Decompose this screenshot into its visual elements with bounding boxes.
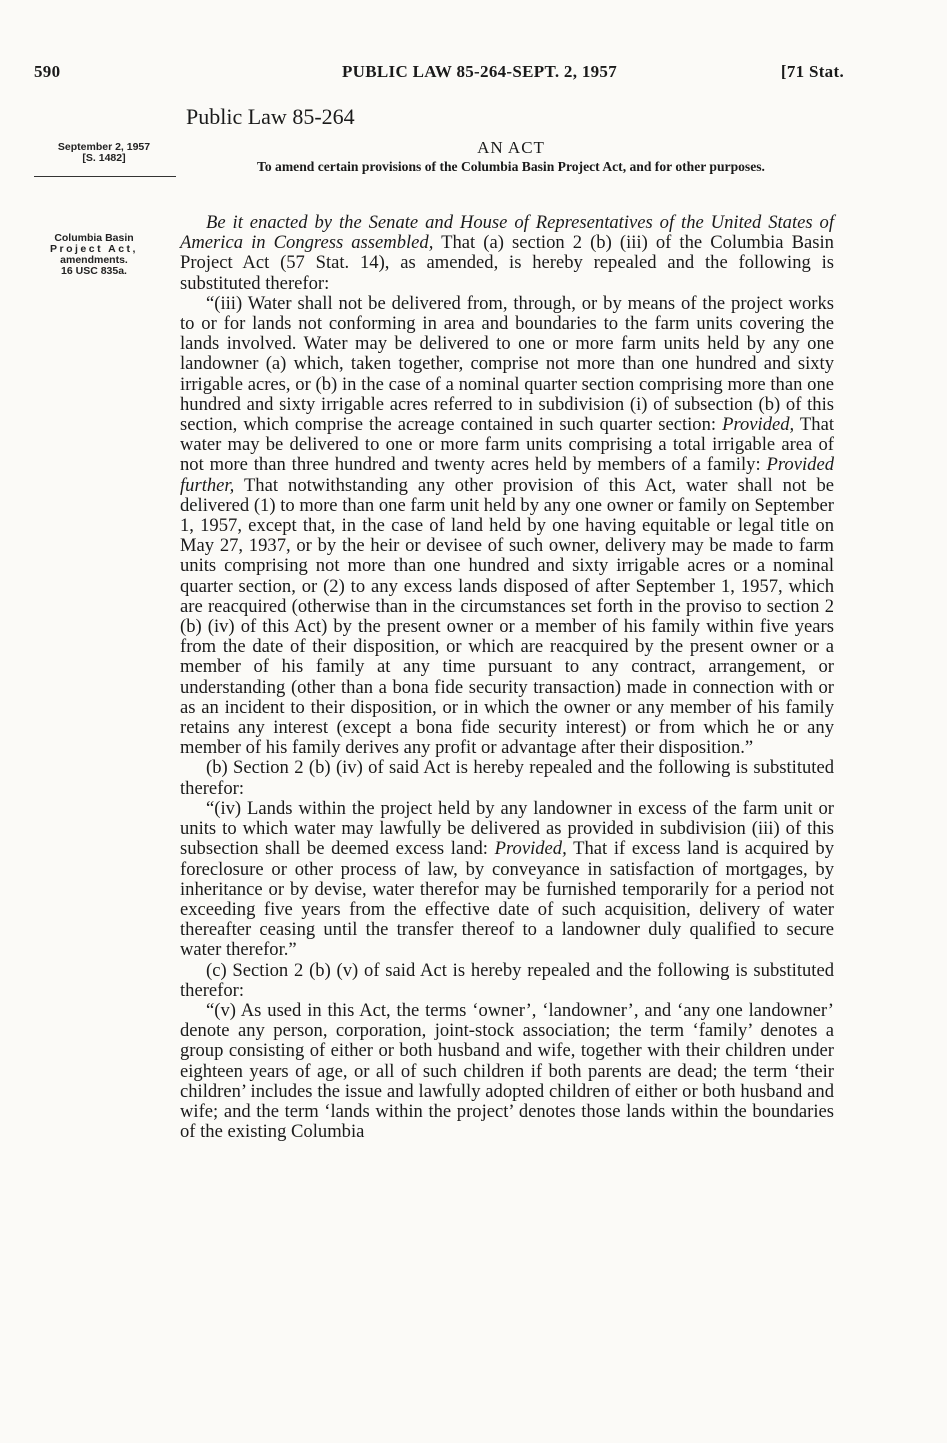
enacting-clause — [180, 213, 834, 294]
subdivision-iv — [180, 799, 834, 961]
section-a-text: That (a) section 2 (b) (iii) of the Columbia Basin Project Act (57 Stat. 14), as amended, is hereby repealed and the following is substituted therefor: — [180, 232, 834, 294]
proviso-label: Provided, — [494, 838, 567, 860]
margin-topic-line4: 16 USC 835a. — [61, 265, 127, 277]
subdivision-iv-text: “(iv) Lands within the project held by any landowner in excess of the farm unit or units to which water may lawfully be delivered as provided in subdivision (iii) of this subsection shall be deemed excess land: — [180, 797, 834, 860]
margin-date-note — [34, 142, 174, 164]
running-title: PUBLIC LAW 85-264-SEPT. 2, 1957 — [342, 62, 618, 81]
subdivision-iv-proviso: That if excess land is acquired by foreclosure or other process of law, by conveyance in satisfaction of mortgages, by inheritance or by devise, water therefor may be furnished temporarily for a period not exceeding five years from the effective date of such acquisition, delivery of water thereafter ceasing until the transfer thereof to a landowner duly qualified to secure water therefor.” — [180, 838, 835, 961]
margin-topic-note — [34, 233, 154, 277]
subdivision-iii-text: “(iii) Water shall not be delivered from, through, or by means of the project works to or for lands not conforming in area and boundaries to the farm units covering the lands involved. Water may be delivered to one or more farm units held by any one landowner (a) which, taken together, comprise not more than one hundred and sixty irrigable acres, or (b) in the case of a nominal quarter section comprising more than one hundred and sixty irrigable acres referred to in subdivision (i) of subsection (b) of this section, which comprise the acreage contained in such quarter section: — [180, 292, 834, 436]
act-body — [180, 213, 834, 1142]
margin-date: September 2, 1957 — [57, 141, 151, 153]
subdivision-iii-proviso: That water may be delivered to one or more farm units comprising a total irrigable area of not more than three hundred and twenty acres held by members of a family: — [180, 414, 834, 476]
margin-topic-line1: Columbia Basin — [54, 232, 134, 244]
proviso-label: Provided, — [722, 414, 795, 436]
margin-topic-line2: Project Act, — [50, 243, 138, 255]
enacting-formula: Be it enacted by the Senate and House of Representatives of the United States of America in Congress assembled, — [180, 212, 834, 254]
subdivision-iii-further-proviso: That notwithstanding any other provision of this Act, water shall not be delivered (1) to more than one farm unit held by any one owner or family on September 1, 1957, except that, in the case of land held by one having equitable or legal title on May 27, 1937, or by the heir or devisee of such owner, delivery may be made to farm units comprising not more than one hundred and sixty irrigable acres or a nominal quarter section, or (2) to any excess lands disposed of after September 1, 1957, which are reacquired (otherwise than in the circumstances set forth in the proviso to section 2 (b) (iv) of this Act) by the present owner or a member of his family within five years from the date of their disposition, or which are reacquired by the present owner or a member of his family at any time pursuant to any contract, arrangement, or understanding (other than a bona fide security transaction) made in connection with or as an incident to their disposition, or in which the owner or any member of his family retains any interest (except a bona fide security interest) or from which he or any member of his family derives any profit or advantage after their disposition.” — [180, 474, 834, 759]
act-heading: AN ACT — [477, 138, 545, 157]
margin-topic-line3: amendments. — [60, 254, 128, 266]
section-b-paragraph: (b) Section 2 (b) (iv) of said Act is hereby repealed and the following is substituted therefor: — [180, 757, 834, 799]
public-law-number: Public Law 85-264 — [186, 104, 355, 129]
subdivision-v: “(v) As used in this Act, the terms ‘owner’, ‘landowner’, and ‘any one landowner’ denote any person, corporation, joint-stock association; the term ‘family’ denotes a group consisting of either or both husband and wife, together with their children under eighteen years of age, or all of such children if both parents are dead; the term ‘their children’ includes the issue and lawfully adopted children of either or both husband and wife; and the term ‘lands within the project’ denotes those lands within the boundaries of the existing Columbia — [180, 999, 834, 1143]
page-number: 590 — [34, 62, 61, 81]
section-c-paragraph: (c) Section 2 (b) (v) of said Act is hereby repealed and the following is substituted therefor: — [180, 959, 834, 1001]
statute-reference: [71 Stat. — [780, 62, 844, 81]
act-subtitle: To amend certain provisions of the Columbia Basin Project Act, and for other purposes. — [257, 159, 765, 174]
margin-rule — [34, 176, 176, 177]
proviso-further-label: Provided further, — [180, 454, 834, 496]
margin-bill-number: [S. 1482] — [82, 152, 126, 164]
subdivision-iii — [180, 294, 834, 759]
running-header — [34, 62, 844, 86]
